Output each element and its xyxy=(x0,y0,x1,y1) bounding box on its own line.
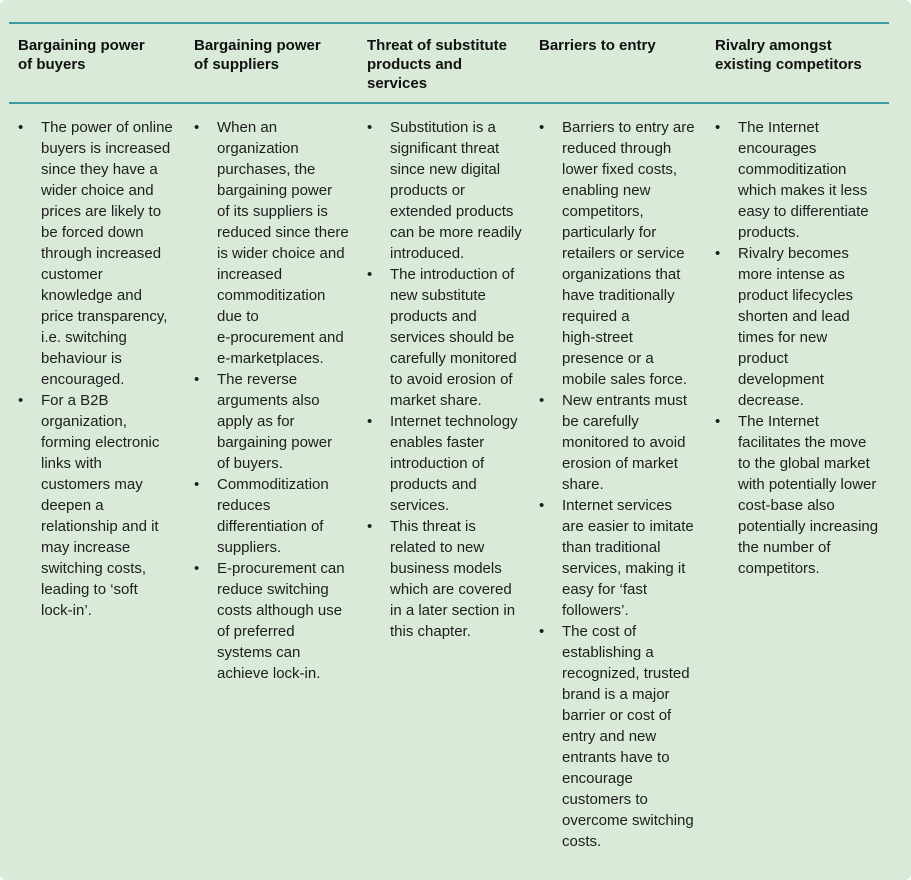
bullet-text-line: the number of xyxy=(738,539,831,556)
bullet-item xyxy=(194,117,349,369)
bullet-text-line: • For a B2B xyxy=(41,392,109,409)
bullet-text-line: price transparency, xyxy=(41,308,168,325)
bullet-text-line: product xyxy=(738,350,789,367)
header-rule xyxy=(9,102,889,104)
bullet-text-line: particularly for xyxy=(562,224,657,241)
bullet-text-line: can be more readily xyxy=(390,224,522,241)
bullet-text-line: significant threat xyxy=(390,140,500,157)
bullet-text-line: encouraged. xyxy=(41,371,125,388)
bullet-text-line: commoditization xyxy=(217,287,326,304)
bullet-item xyxy=(539,390,695,495)
column-header-line: Bargaining power xyxy=(18,37,145,54)
bullet-text-line: overcome switching xyxy=(562,812,694,829)
bullet-text-line: customer xyxy=(41,266,103,283)
bullet-text-line: required a xyxy=(562,308,630,325)
bullet-text-line: entry and new xyxy=(562,728,657,745)
bullet-item xyxy=(367,117,522,264)
bullet-text-line: through increased xyxy=(41,245,162,262)
column-header-line: of buyers xyxy=(18,56,86,73)
bullet-text-line: purchases, the xyxy=(217,161,316,178)
bullet-text-line: product lifecycles xyxy=(738,287,854,304)
bullet-text-line: • The cost of xyxy=(562,623,637,640)
column-header xyxy=(18,36,145,74)
bullet-text-line: since new digital xyxy=(390,161,501,178)
bullet-text-line: market share. xyxy=(390,392,482,409)
bullet-text-line: customers to xyxy=(562,791,648,808)
bullet-text-line: times for new xyxy=(738,329,828,346)
column-header xyxy=(367,36,507,93)
bullet-text-line: customers may xyxy=(41,476,143,493)
bullet-text-line: potentially increasing xyxy=(738,518,879,535)
bullet-text-line: since they have a xyxy=(41,161,158,178)
bullet-text-line: switching costs, xyxy=(41,560,147,577)
bullet-text-line: be carefully xyxy=(562,413,639,430)
bullet-text-line: shorten and lead xyxy=(738,308,850,325)
bullet-text-line: of its suppliers is xyxy=(217,203,328,220)
bullet-text-line: differentiation of xyxy=(217,518,324,535)
bullet-text-line: organization xyxy=(217,140,299,157)
bullet-text-line: recognized, trusted xyxy=(562,665,690,682)
bullet-text-line: more intense as xyxy=(738,266,845,283)
bullet-text-line: enabling new xyxy=(562,182,651,199)
bullet-text-line: • E-procurement can xyxy=(217,560,345,577)
bullet-text-line: business models xyxy=(390,560,502,577)
bullet-text-line: barrier or cost of xyxy=(562,707,672,724)
bullet-text-line: products and xyxy=(390,308,477,325)
bullet-text-line: achieve lock-in. xyxy=(217,665,321,682)
column-header-line: products and xyxy=(367,56,463,73)
bullet-text-line: encourage xyxy=(562,770,633,787)
bullet-text-line: • Internet services xyxy=(562,497,673,514)
bullet-text-line: • Commoditization xyxy=(217,476,329,493)
bullet-text-line: services should be xyxy=(390,329,515,346)
column-header-line: Rivalry amongst xyxy=(715,37,832,54)
column-header xyxy=(715,36,862,74)
bullet-text-line: of buyers. xyxy=(217,455,283,472)
bullet-list xyxy=(367,117,522,642)
bullet-text-line: than traditional xyxy=(562,539,661,556)
bullet-text-line: establishing a xyxy=(562,644,654,661)
bullet-item xyxy=(18,117,173,390)
bullet-text-line: may increase xyxy=(41,539,131,556)
bullet-text-line: bargaining power xyxy=(217,182,333,199)
bullet-item xyxy=(194,369,349,474)
bullet-item xyxy=(194,558,349,684)
bullet-text-line: systems can xyxy=(217,644,301,661)
bullet-text-line: to the global market xyxy=(738,455,870,472)
bullet-text-line: reduced through xyxy=(562,140,672,157)
bullet-list xyxy=(18,117,173,621)
bullet-text-line: extended products xyxy=(390,203,514,220)
bullet-text-line: leading to ‘soft xyxy=(41,581,138,598)
bullet-text-line: buyers is increased xyxy=(41,140,171,157)
bullet-text-line: bargaining power xyxy=(217,434,333,451)
bullet-text-line: products or xyxy=(390,182,466,199)
bullet-text-line: competitors. xyxy=(738,560,820,577)
bullet-text-line: competitors, xyxy=(562,203,644,220)
bullet-text-line: brand is a major xyxy=(562,686,670,703)
bullet-text-line: products. xyxy=(738,224,800,241)
bullet-text-line: behaviour is xyxy=(41,350,122,367)
bullet-text-line: easy to differentiate xyxy=(738,203,869,220)
bullet-item xyxy=(539,495,695,621)
bullet-text-line: have traditionally xyxy=(562,287,675,304)
column-header xyxy=(539,36,656,55)
bullet-text-line: is wider choice and xyxy=(217,245,345,262)
bullet-item xyxy=(194,474,349,558)
bullet-text-line: be forced down xyxy=(41,224,144,241)
bullet-text-line: high-street xyxy=(562,329,633,346)
bullet-list xyxy=(715,117,878,579)
bullet-text-line: products and xyxy=(390,476,477,493)
bullet-text-line: this chapter. xyxy=(390,623,471,640)
bullet-list xyxy=(194,117,349,684)
bullet-text-line: • Substitution is a xyxy=(390,119,496,136)
bullet-text-line: with potentially lower xyxy=(738,476,877,493)
bullet-text-line: suppliers. xyxy=(217,539,282,556)
bullet-text-line: • Internet technology xyxy=(390,413,518,430)
column-header-line: existing competitors xyxy=(715,56,862,73)
bullet-text-line: related to new xyxy=(390,539,485,556)
bullet-text-line: which makes it less xyxy=(738,182,868,199)
bullet-item xyxy=(367,264,522,411)
bullet-text-line: • Rivalry becomes xyxy=(738,245,849,262)
bullet-text-line: presence or a xyxy=(562,350,654,367)
bullet-text-line: in a later section in xyxy=(390,602,516,619)
bullet-item xyxy=(367,411,522,516)
column-header xyxy=(194,36,321,74)
bullet-text-line: lower fixed costs, xyxy=(562,161,678,178)
column-header-line: Bargaining power xyxy=(194,37,321,54)
bullet-text-line: organizations that xyxy=(562,266,681,283)
bullet-text-line: reduce switching xyxy=(217,581,329,598)
bullet-text-line: easy for ‘fast xyxy=(562,581,648,598)
bullet-item xyxy=(539,621,695,852)
bullet-text-line: apply as for xyxy=(217,413,295,430)
bullet-text-line: retailers or service xyxy=(562,245,685,262)
bullet-text-line: introduced. xyxy=(390,245,465,262)
bullet-text-line: reduces xyxy=(217,497,271,514)
bullet-text-line: deepen a xyxy=(41,497,104,514)
bullet-item xyxy=(715,243,878,411)
bullet-text-line: commoditization xyxy=(738,161,847,178)
bullet-text-line: entrants have to xyxy=(562,749,670,766)
bullet-text-line: • When an xyxy=(217,119,278,136)
bullet-text-line: • This threat is xyxy=(390,518,476,535)
bullet-text-line: reduced since there xyxy=(217,224,349,241)
bullet-text-line: services, making it xyxy=(562,560,686,577)
bullet-text-line: i.e. switching xyxy=(41,329,127,346)
bullet-text-line: forming electronic xyxy=(41,434,160,451)
bullet-text-line: erosion of market xyxy=(562,455,678,472)
bullet-text-line: • The reverse xyxy=(217,371,298,388)
bullet-text-line: facilitates the move xyxy=(738,434,867,451)
bullet-text-line: • Barriers to entry are xyxy=(562,119,695,136)
bullet-text-line: • The Internet xyxy=(738,413,819,430)
bullet-text-line: organization, xyxy=(41,413,127,430)
bullet-text-line: e-procurement and xyxy=(217,329,344,346)
bullet-text-line: which are covered xyxy=(390,581,512,598)
bullet-text-line: development xyxy=(738,371,824,388)
bullet-item xyxy=(367,516,522,642)
bullet-text-line: encourages xyxy=(738,140,817,157)
bullet-text-line: are easier to imitate xyxy=(562,518,694,535)
bullet-text-line: cost-base also xyxy=(738,497,835,514)
bullet-text-line: costs. xyxy=(562,833,602,850)
column-header-line: Barriers to entry xyxy=(539,37,656,54)
bullet-text-line: • The power of online xyxy=(41,119,173,136)
bullet-text-line: monitored to avoid xyxy=(562,434,686,451)
bullet-text-line: to avoid erosion of xyxy=(390,371,513,388)
column-header-line: services xyxy=(367,75,428,92)
bullet-text-line: lock-in’. xyxy=(41,602,92,619)
bullet-text-line: knowledge and xyxy=(41,287,142,304)
bullet-item xyxy=(715,411,878,579)
bullet-list xyxy=(539,117,695,852)
bullet-text-line: due to xyxy=(217,308,259,325)
bullet-item xyxy=(539,117,695,390)
bullet-text-line: links with xyxy=(41,455,102,472)
bullet-text-line: services. xyxy=(390,497,450,514)
bullet-text-line: introduction of xyxy=(390,455,485,472)
bullet-text-line: of preferred xyxy=(217,623,295,640)
bullet-text-line: mobile sales force. xyxy=(562,371,688,388)
bullet-text-line: new substitute xyxy=(390,287,486,304)
bullet-text-line: costs although use xyxy=(217,602,343,619)
bullet-item xyxy=(18,390,173,621)
bullet-text-line: carefully monitored xyxy=(390,350,517,367)
top-rule xyxy=(9,22,889,24)
bullet-text-line: enables faster xyxy=(390,434,485,451)
bullet-text-line: relationship and it xyxy=(41,518,159,535)
column-header-line: Threat of substitute xyxy=(367,37,508,54)
bullet-text-line: • The introduction of xyxy=(390,266,515,283)
bullet-text-line: e-marketplaces. xyxy=(217,350,324,367)
bullet-text-line: followers’. xyxy=(562,602,629,619)
bullet-text-line: decrease. xyxy=(738,392,804,409)
bullet-item xyxy=(715,117,878,243)
bullet-text-line: wider choice and xyxy=(41,182,154,199)
bullet-text-line: • The Internet xyxy=(738,119,819,136)
bullet-text-line: prices are likely to xyxy=(41,203,162,220)
bullet-text-line: share. xyxy=(562,476,604,493)
bullet-text-line: increased xyxy=(217,266,283,283)
bullet-text-line: • New entrants must xyxy=(562,392,688,409)
bullet-text-line: arguments also xyxy=(217,392,320,409)
column-header-line: of suppliers xyxy=(194,56,280,73)
